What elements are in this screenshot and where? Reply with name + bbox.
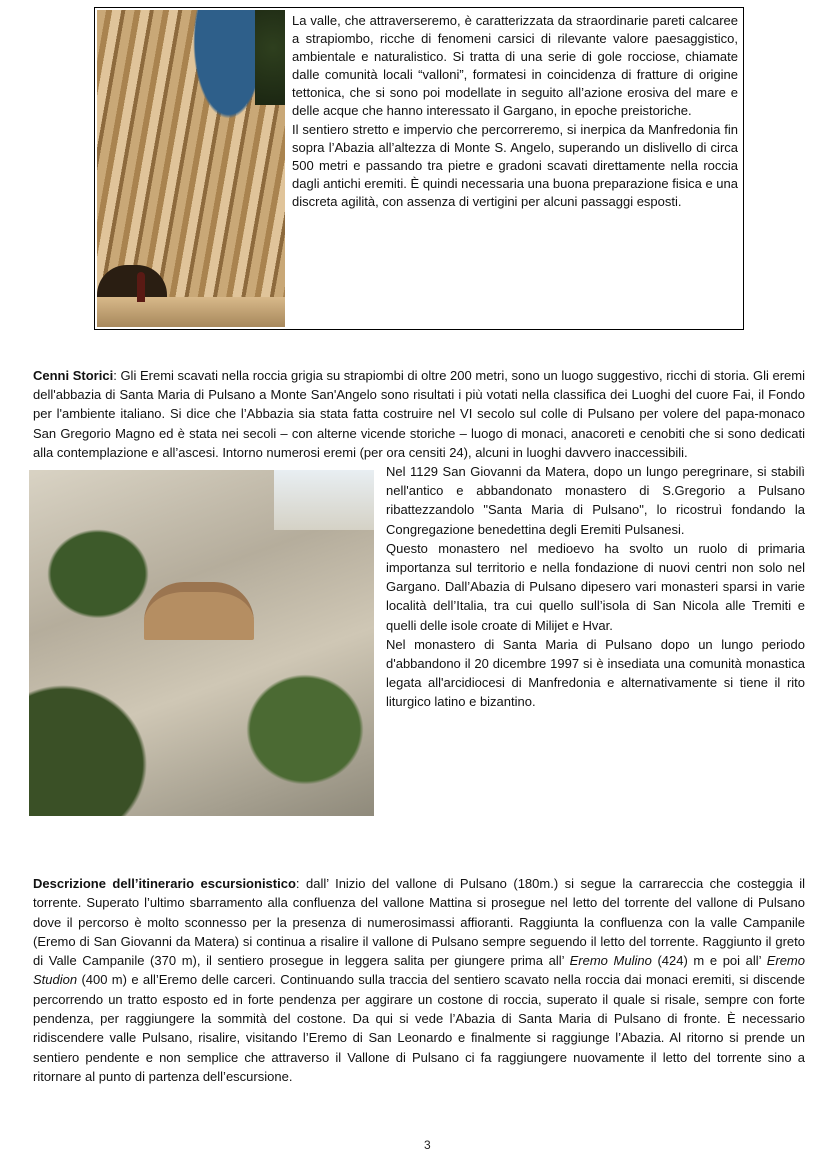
itinerary-section — [33, 874, 805, 1086]
intro-paragraph-1: La valle, che attraverseremo, è caratterizzata da straordinarie pareti calcaree a strapiombo, ricche di fenomeni carsici di rilevante valore paesaggistico, ambientale e naturalistico. Si tratta di una serie di gole rocciose, chiamate dalle comunità locali “valloni”, formatesi in coincidenza di fratture di origine tettonica, che si sono poi modellate in seguito all’azione erosiva del mare e delle acque che hanno interessato il Gargano, in epoche preistoriche. — [292, 13, 738, 119]
historic-section — [33, 366, 805, 820]
trees-shape — [255, 10, 285, 105]
itinerary-text-1: : dall’ Inizio del vallone di Pulsano (180m.) si segue la carrareccia che costeggia il torrente. Superato l’ultimo sbarramento alla confluenza del vallone Mattina si prosegue nel letto del torrente del vallone di Pulsano dove il percorso è molto sconnesso per la presenza di numerosimassi affioranti. Raggiunta la confluenza con la valle Campanile (Eremo di San Giovanni da Matera) si continua a risalire il vallone di Pulsano sempre seguendo il letto del torrente. Raggiunto il greto di Valle Campanile (370 m), il sentiero prosegue in leggera salita per giungere prima all’ — [33, 876, 805, 969]
hiker-figure — [137, 272, 145, 302]
intro-box — [94, 7, 744, 330]
itinerary-text-3: (400 m) e all’Eremo delle carceri. Continuando sulla traccia del sentiero scavato nella roccia dai monaci eremiti, si discende percorrendo un tratto esposto ed in forte pendenza per aggirare un costone di roccia, superato il quale si risale, sempre con forte pendenza, per raggiungere la sommità del costone. Da qui si vede l’Abazia di Santa Maria di Pulsano di fronte. È necessario ridiscendere valle Pulsano, risalire, visitando l’Eremo di San Leonardo e finalmente si raggiunge l’Abazia. Al ritorno si prende un sentiero pendente e non semplice che attraverso il Vallone di Pulsano ci fa raggiungere nuovamente il letto del torrente sino a ritornare al punto di partenza dell’escursione. — [33, 972, 805, 1084]
historic-paragraph-1: : Gli Eremi scavati nella roccia grigia su strapiombi di oltre 200 metri, sono un luogo suggestivo, ricchi di storia. Gli eremi dell'abbazia di Santa Maria di Pulsano a Monte San'Angelo sono risultati i più votati nella classifica dei Luoghi del cuore Fai, il Fondo per l'ambiente italiano. Si dice che l’Abbazia sia stata fatta costruire nel VI secolo sul colle di Pulsano per volere del papa-monaco San Gregorio Magno ed è stata nei secoli – con alterne vicende storiche – luogo di monaci, anacoreti e cenobiti che si sono dedicati alla contemplazione e all’ascesi. Intorno numerosi eremi (per ora censiti 24), alcuni in luoghi davvero inaccessibili. — [33, 368, 805, 460]
itinerary-text-2: (424) m e poi all’ — [651, 953, 767, 969]
cliff-photo — [97, 10, 285, 327]
historic-heading: Cenni Storici — [33, 368, 114, 383]
eremo-mulino-name: Eremo Mulino — [569, 953, 652, 969]
historic-paragraph-4: Nel monastero di Santa Maria di Pulsano dopo un lungo periodo d'abbandono il 20 dicembre 1997 si è insediata una comunità monastica legata all'arcidiocesi di Manfredonia e alternativamente si tiene il rito liturgico latino e bizantino. — [386, 636, 805, 710]
historic-paragraph-3: Questo monastero nel medioevo ha svolto un ruolo di primaria importanza sul territorio e nella fondazione di nuovi centri non solo nel Gargano. Dall’Abazia di Pulsano dipesero vari monasteri sparsi in varie località dell’Italia, tra cui quello sull’isola di San Nicola alle Tremiti e quelli delle isole croate di Milijet e Hvar. — [386, 540, 805, 633]
ruin-shape — [144, 582, 254, 640]
itinerary-heading: Descrizione dell’itinerario escursionistico — [33, 876, 296, 891]
historic-paragraph-2: Nel 1129 San Giovanni da Matera, dopo un lungo peregrinare, si stabilì nell'antico e abbandonato monastero di S.Gregorio a Pulsano ribattezzandolo "Santa Maria di Pulsano", lo ricostruì fondando la Congregazione benedettina degli Eremiti Pulsanesi. — [386, 464, 805, 537]
page-number: 3 — [424, 1138, 431, 1152]
intro-paragraph-2: Il sentiero stretto e impervio che percorreremo, si inerpica da Manfredonia fin sopra l’Abazia all’altezza di Monte S. Angelo, superando un dislivello di circa 500 metri e passando tra pietre e gradoni scavati direttamente nella roccia dagli antichi eremiti. È quindi necessaria una buona preparazione fisica e una discreta agilità, con assenza di vertigini per alcuni passaggi esposti. — [292, 121, 738, 209]
abbey-photo — [29, 470, 374, 816]
sky-shape — [274, 470, 374, 530]
ground-shape — [97, 297, 285, 327]
eremo-studion-name: Eremo Studion — [33, 953, 805, 988]
intro-text — [292, 12, 738, 211]
